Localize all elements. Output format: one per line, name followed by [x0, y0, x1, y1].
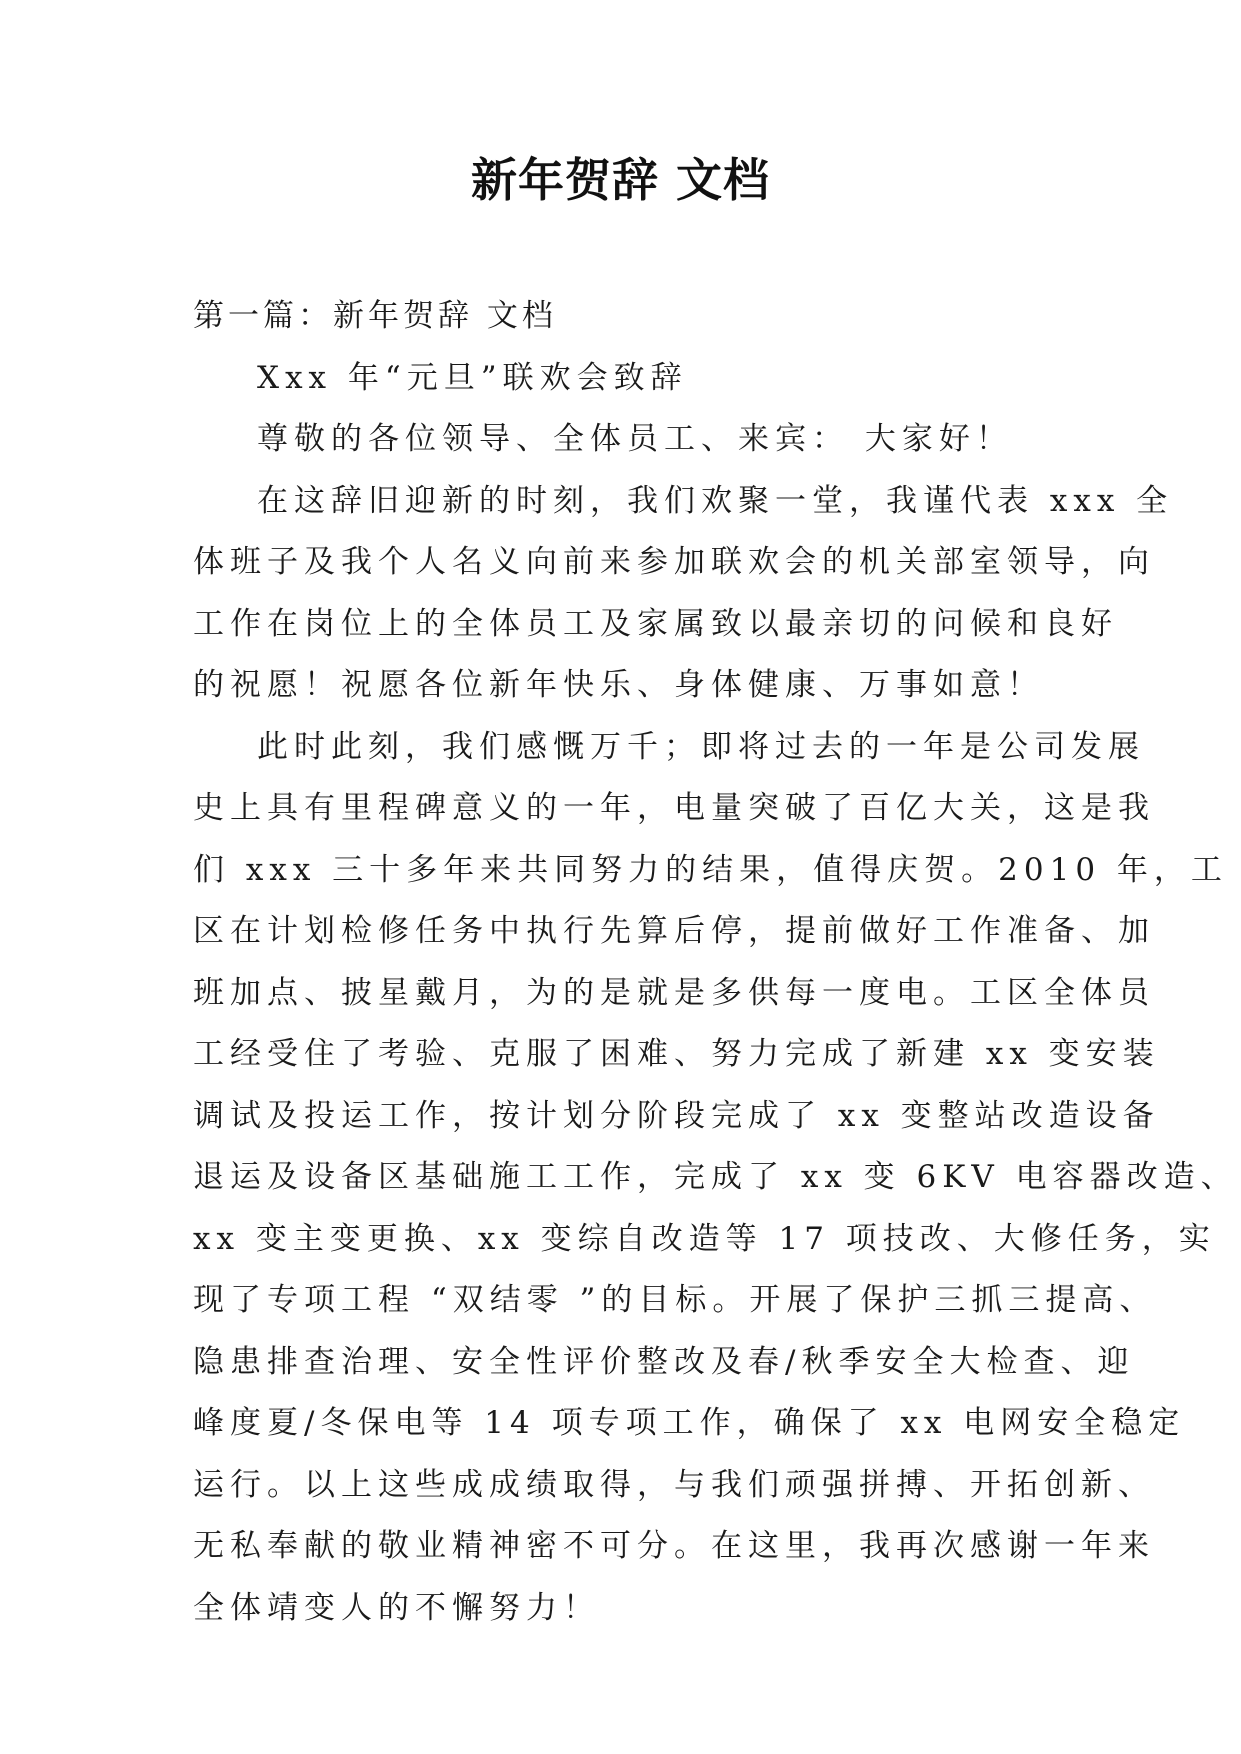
paragraph-line: 退运及设备区基础施工工作，完成了 xx 变 6KV 电容器改造、	[193, 1159, 1238, 1195]
paragraph-line: 史上具有里程碑意义的一年，电量突破了百亿大关，这是我	[193, 790, 1155, 826]
paragraph-line: 运行。以上这些成成绩取得，与我们顽强拼搏、开拓创新、	[193, 1466, 1155, 1503]
speech-title: Xxx 年“元旦”联欢会致辞	[257, 359, 688, 396]
paragraph-line: 在这辞旧迎新的时刻，我们欢聚一堂，我谨代表 xxx 全	[257, 482, 1174, 519]
paragraph-line: xx 变主变更换、xx 变综自改造等 17 项技改、大修任务，实	[193, 1220, 1216, 1257]
paragraph-line: 工经受住了考验、克服了困难、努力完成了新建 xx 变安装	[193, 1036, 1160, 1072]
document-title: 新年贺辞 文档	[470, 153, 770, 207]
greeting-line: 尊敬的各位领导、全体员工、来宾： 大家好！	[257, 421, 1013, 457]
paragraph-line: 峰度夏/冬保电等 14 项专项工作，确保了 xx 电网安全稳定	[193, 1405, 1186, 1441]
paragraph-line: 班加点、披星戴月，为的是就是多供每一度电。工区全体员	[193, 974, 1155, 1011]
paragraph-line: 工作在岗位上的全体员工及家属致以最亲切的问候和良好	[193, 605, 1118, 642]
section-heading: 第一篇：新年贺辞 文档	[193, 298, 557, 334]
document-body	[193, 286, 1238, 1639]
paragraph-line: 无私奉献的敬业精神密不可分。在这里，我再次感谢一年来	[193, 1528, 1155, 1564]
paragraph-line: 全体靖变人的不懈努力！	[193, 1589, 600, 1626]
paragraph-line: 区在计划检修任务中执行先算后停，提前做好工作准备、加	[193, 913, 1155, 949]
paragraph-line: 体班子及我个人名义向前来参加联欢会的机关部室领导，向	[193, 544, 1155, 580]
paragraph-line: 调试及投运工作，按计划分阶段完成了 xx 变整站改造设备	[193, 1097, 1160, 1134]
paragraph-line: 隐患排查治理、安全性评价整改及春/秋季安全大检查、迎	[193, 1343, 1135, 1380]
paragraph-line: 此时此刻，我们感慨万千；即将过去的一年是公司发展	[257, 728, 1145, 765]
paragraph-line: 现了专项工程 “双结零 ”的目标。开展了保护三抓三提高、	[193, 1282, 1157, 1318]
paragraph-line: 的祝愿！祝愿各位新年快乐、身体健康、万事如意！	[193, 667, 1044, 703]
paragraph-line: 们 xxx 三十多年来共同努力的结果，值得庆贺。2010 年，工	[193, 851, 1228, 888]
